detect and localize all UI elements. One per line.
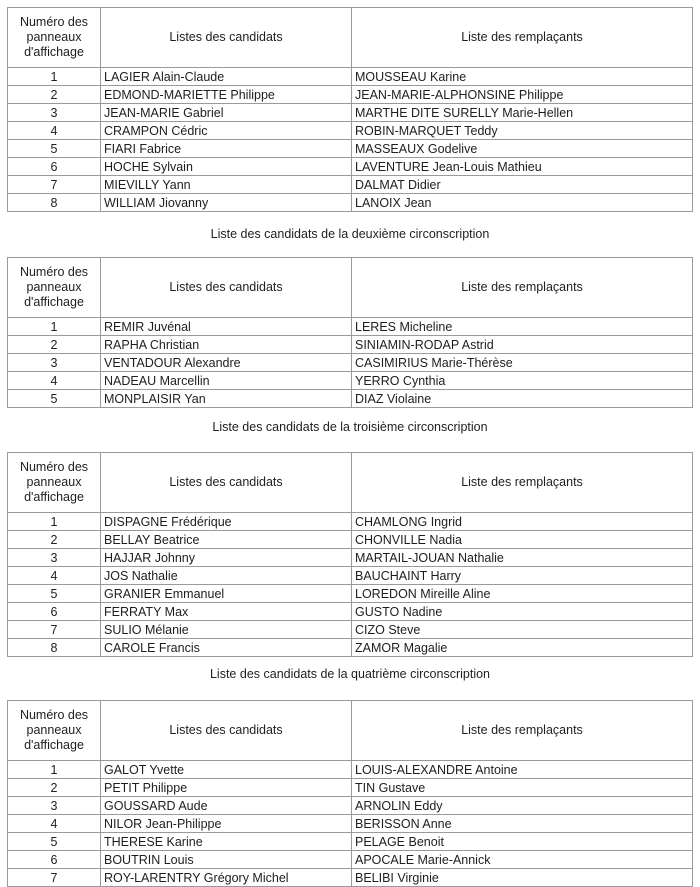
candidate-name: HAJJAR Johnny [101, 549, 352, 567]
candidate-name: WILLIAM Jiovanny [101, 194, 352, 212]
candidate-name: CRAMPON Cédric [101, 122, 352, 140]
row-number: 8 [8, 194, 101, 212]
row-number: 1 [8, 68, 101, 86]
substitute-name: CIZO Steve [352, 621, 693, 639]
table-row [8, 390, 693, 408]
candidate-name: CAROLE Francis [101, 639, 352, 657]
candidate-name: MIEVILLY Yann [101, 176, 352, 194]
table-row [8, 797, 693, 815]
row-number: 5 [8, 585, 101, 603]
header-remplacants: Liste des remplaçants [352, 453, 693, 513]
table-row [8, 194, 693, 212]
table-row [8, 567, 693, 585]
substitute-name: TIN Gustave [352, 779, 693, 797]
row-number: 2 [8, 531, 101, 549]
row-number: 4 [8, 372, 101, 390]
substitute-name: ARNOLIN Eddy [352, 797, 693, 815]
table-row [8, 354, 693, 372]
substitute-name: LAVENTURE Jean-Louis Mathieu [352, 158, 693, 176]
row-number: 3 [8, 549, 101, 567]
candidate-name: PETIT Philippe [101, 779, 352, 797]
candidate-name: BOUTRIN Louis [101, 851, 352, 869]
row-number: 2 [8, 86, 101, 104]
table-row [8, 513, 693, 531]
table-row [8, 779, 693, 797]
row-number: 6 [8, 851, 101, 869]
candidates-table-3 [7, 452, 693, 657]
candidate-name: ROY-LARENTRY Grégory Michel [101, 869, 352, 887]
candidate-name: REMIR Juvénal [101, 318, 352, 336]
row-number: 1 [8, 318, 101, 336]
substitute-name: MOUSSEAU Karine [352, 68, 693, 86]
row-number: 5 [8, 140, 101, 158]
candidate-name: GALOT Yvette [101, 761, 352, 779]
substitute-name: GUSTO Nadine [352, 603, 693, 621]
candidate-name: GRANIER Emmanuel [101, 585, 352, 603]
row-number: 5 [8, 833, 101, 851]
substitute-name: CHONVILLE Nadia [352, 531, 693, 549]
candidate-name: HOCHE Sylvain [101, 158, 352, 176]
header-remplacants: Liste des remplaçants [352, 8, 693, 68]
table-row [8, 140, 693, 158]
header-candidats: Listes des candidats [101, 8, 352, 68]
candidate-name: RAPHA Christian [101, 336, 352, 354]
row-number: 3 [8, 354, 101, 372]
header-remplacants: Liste des remplaçants [352, 701, 693, 761]
table-row [8, 639, 693, 657]
table-row [8, 549, 693, 567]
table-row [8, 815, 693, 833]
table-row [8, 176, 693, 194]
substitute-name: CASIMIRIUS Marie-Thérèse [352, 354, 693, 372]
row-number: 3 [8, 104, 101, 122]
candidate-name: SULIO Mélanie [101, 621, 352, 639]
candidate-name: FERRATY Max [101, 603, 352, 621]
table-row [8, 603, 693, 621]
row-number: 3 [8, 797, 101, 815]
row-number: 1 [8, 761, 101, 779]
table-row [8, 372, 693, 390]
substitute-name: BAUCHAINT Harry [352, 567, 693, 585]
row-number: 7 [8, 869, 101, 887]
candidates-table-4 [7, 700, 693, 887]
table-row [8, 336, 693, 354]
row-number: 5 [8, 390, 101, 408]
candidate-name: DISPAGNE Frédérique [101, 513, 352, 531]
substitute-name: CHAMLONG Ingrid [352, 513, 693, 531]
table-header-row [8, 8, 693, 68]
row-number: 8 [8, 639, 101, 657]
substitute-name: BELIBI Virginie [352, 869, 693, 887]
candidate-name: NADEAU Marcellin [101, 372, 352, 390]
table-header-row [8, 453, 693, 513]
substitute-name: LOUIS-ALEXANDRE Antoine [352, 761, 693, 779]
candidate-name: JEAN-MARIE Gabriel [101, 104, 352, 122]
row-number: 1 [8, 513, 101, 531]
substitute-name: MARTAIL-JOUAN Nathalie [352, 549, 693, 567]
row-number: 6 [8, 603, 101, 621]
candidate-name: BELLAY Beatrice [101, 531, 352, 549]
table-row [8, 585, 693, 603]
candidate-name: FIARI Fabrice [101, 140, 352, 158]
table-row [8, 318, 693, 336]
candidates-table-1 [7, 7, 693, 212]
substitute-name: DALMAT Didier [352, 176, 693, 194]
header-numero: Numéro des panneaux d'affichage [8, 701, 101, 761]
row-number: 2 [8, 779, 101, 797]
substitute-name: LERES Micheline [352, 318, 693, 336]
candidate-name: MONPLAISIR Yan [101, 390, 352, 408]
table-row [8, 761, 693, 779]
table-header-row [8, 701, 693, 761]
section-title-4: Liste des candidats de la quatrième circonscription [209, 667, 490, 681]
row-number: 4 [8, 567, 101, 585]
table-header-row [8, 258, 693, 318]
row-number: 7 [8, 176, 101, 194]
substitute-name: YERRO Cynthia [352, 372, 693, 390]
row-number: 2 [8, 336, 101, 354]
table-row [8, 68, 693, 86]
section-title-2: Liste des candidats de la deuxième circonscription [210, 227, 490, 241]
substitute-name: PELAGE Benoit [352, 833, 693, 851]
table-row [8, 869, 693, 887]
header-numero: Numéro des panneaux d'affichage [8, 8, 101, 68]
substitute-name: SINIAMIN-RODAP Astrid [352, 336, 693, 354]
substitute-name: MARTHE DITE SURELLY Marie-Hellen [352, 104, 693, 122]
candidate-name: GOUSSARD Aude [101, 797, 352, 815]
candidate-name: LAGIER Alain-Claude [101, 68, 352, 86]
candidate-name: THERESE Karine [101, 833, 352, 851]
table-row [8, 531, 693, 549]
row-number: 7 [8, 621, 101, 639]
candidate-name: EDMOND-MARIETTE Philippe [101, 86, 352, 104]
table-row [8, 833, 693, 851]
substitute-name: DIAZ Violaine [352, 390, 693, 408]
row-number: 4 [8, 122, 101, 140]
section-title-3: Liste des candidats de la troisième circonscription [212, 420, 488, 434]
substitute-name: JEAN-MARIE-ALPHONSINE Philippe [352, 86, 693, 104]
header-numero: Numéro des panneaux d'affichage [8, 258, 101, 318]
substitute-name: ROBIN-MARQUET Teddy [352, 122, 693, 140]
header-remplacants: Liste des remplaçants [352, 258, 693, 318]
table-row [8, 122, 693, 140]
candidate-name: JOS Nathalie [101, 567, 352, 585]
header-candidats: Listes des candidats [101, 701, 352, 761]
substitute-name: LANOIX Jean [352, 194, 693, 212]
substitute-name: BERISSON Anne [352, 815, 693, 833]
substitute-name: LOREDON Mireille Aline [352, 585, 693, 603]
table-row [8, 851, 693, 869]
table-row [8, 158, 693, 176]
table-row [8, 104, 693, 122]
substitute-name: ZAMOR Magalie [352, 639, 693, 657]
header-candidats: Listes des candidats [101, 258, 352, 318]
header-numero: Numéro des panneaux d'affichage [8, 453, 101, 513]
header-candidats: Listes des candidats [101, 453, 352, 513]
row-number: 4 [8, 815, 101, 833]
table-row [8, 621, 693, 639]
candidate-name: NILOR Jean-Philippe [101, 815, 352, 833]
candidates-table-2 [7, 257, 693, 408]
substitute-name: APOCALE Marie-Annick [352, 851, 693, 869]
row-number: 6 [8, 158, 101, 176]
table-row [8, 86, 693, 104]
candidate-name: VENTADOUR Alexandre [101, 354, 352, 372]
substitute-name: MASSEAUX Godelive [352, 140, 693, 158]
